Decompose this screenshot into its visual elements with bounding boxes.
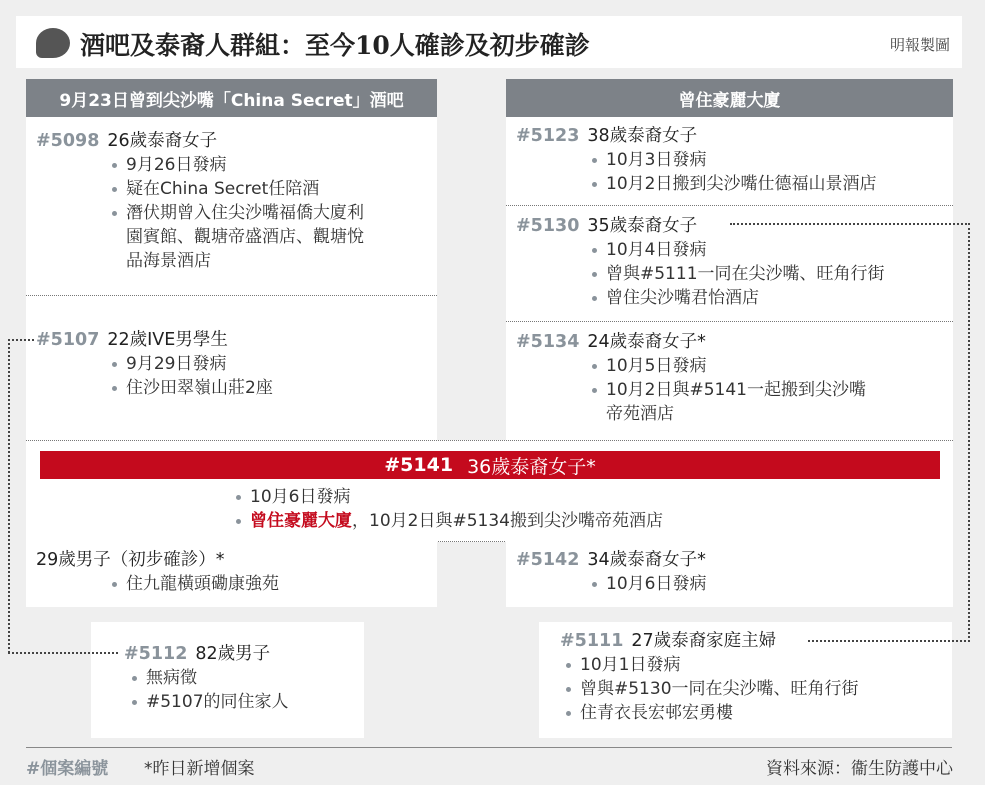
bullet: 曾住尖沙嘴君怡酒店 — [592, 286, 885, 310]
case-desc: 24歲泰裔女子* — [587, 332, 706, 352]
case-id: #5107 — [36, 330, 100, 350]
case-desc: 29歲男子（初步確診）* — [36, 550, 225, 570]
case-desc: 36歲泰裔女子* — [467, 455, 596, 478]
legend-new-case: *昨日新增個案 — [144, 759, 255, 779]
footer-divider — [26, 747, 952, 748]
bullet: 10月1日發病 — [566, 653, 859, 677]
bullet: 曾與#5130一同在尖沙嘴、旺角行街 — [566, 677, 859, 701]
case-desc: 26歲泰裔女子 — [107, 131, 218, 151]
case-desc: 27歲泰裔家庭主婦 — [631, 631, 777, 651]
speech-bubble-icon — [36, 28, 70, 58]
divider — [506, 321, 953, 322]
divider — [506, 205, 953, 206]
case-id: #5134 — [516, 332, 580, 352]
bullet: 10月4日發病 — [592, 238, 885, 262]
connector-line — [968, 223, 970, 642]
bullet-text: ，10月2日與#5134搬到尖沙嘴帝苑酒店 — [352, 511, 663, 531]
connector-line — [8, 339, 34, 341]
highlight-text: 曾住豪麗大廈 — [250, 511, 352, 531]
connector-line — [8, 339, 10, 653]
legend-case-id: #個案編號 — [26, 759, 109, 779]
credit: 明報製圖 — [889, 36, 950, 54]
bullet: 9月29日發病 — [112, 352, 273, 376]
bullet: 10月6日發病 — [592, 572, 706, 596]
case-id: #5098 — [36, 131, 100, 151]
bullet: 住沙田翠嶺山莊2座 — [112, 376, 273, 400]
title-bar — [16, 16, 962, 68]
connector-line — [808, 640, 970, 642]
case-id: #5111 — [560, 631, 624, 651]
case-desc: 82歲男子 — [195, 644, 271, 664]
bullet: 10月6日發病 — [236, 485, 663, 509]
bullet-continuation: 帝苑酒店 — [606, 404, 674, 424]
case-id: #5142 — [516, 550, 580, 570]
connector-line — [730, 223, 970, 225]
bullet: 9月26日發病 — [112, 153, 364, 177]
connector-line — [8, 652, 118, 654]
case-pending — [36, 548, 279, 596]
case-id: #5112 — [124, 644, 188, 664]
divider — [26, 295, 437, 296]
bullet: #5107的同住家人 — [132, 690, 289, 714]
case-5112 — [124, 642, 289, 714]
case-desc: 22歲IVE男學生 — [107, 330, 228, 350]
bullet: 疑在China Secret任陪酒 — [112, 177, 364, 201]
bullet: 10月5日發病 — [592, 354, 866, 378]
case-5098 — [36, 129, 364, 273]
case-id: #5130 — [516, 216, 580, 236]
divider — [26, 440, 953, 441]
case-5107 — [36, 328, 273, 400]
bullet: 住九龍橫頭磡康強苑 — [112, 572, 279, 596]
case-5141-banner — [40, 451, 940, 479]
bullet: 無病徵 — [132, 666, 289, 690]
right-column-heading: 曾住豪麗大廈 — [506, 79, 953, 117]
bullet: 住青衣長宏邨宏勇樓 — [566, 701, 859, 725]
bullet: 10月3日發病 — [592, 148, 876, 172]
case-id: #5141 — [384, 454, 454, 476]
case-desc: 35歲泰裔女子 — [587, 216, 698, 236]
page-title: 酒吧及泰裔人群組：至今10人確診及初步確診 — [80, 31, 590, 60]
left-column-heading: 9月23日曾到尖沙嘴「China Secret」酒吧 — [26, 79, 437, 117]
case-desc: 38歲泰裔女子 — [587, 126, 698, 146]
case-5123 — [516, 124, 876, 196]
case-5111 — [560, 629, 859, 725]
bullet-continuation: 品海景酒店 — [126, 251, 211, 271]
bullet: 10月2日與#5141一起搬到尖沙嘴 — [592, 378, 866, 402]
bullet: 10月2日搬到尖沙嘴仕德福山景酒店 — [592, 172, 876, 196]
case-5130 — [516, 214, 885, 310]
case-desc: 34歲泰裔女子* — [587, 550, 706, 570]
bullet — [236, 509, 663, 533]
case-id: #5123 — [516, 126, 580, 146]
case-5141-bullets — [236, 485, 663, 533]
bullet-continuation: 園賓館、觀塘帝盛酒店、觀塘悅 — [126, 227, 364, 247]
bullet: 曾與#5111一同在尖沙嘴、旺角行街 — [592, 262, 885, 286]
source-credit: 資料來源：衞生防護中心 — [766, 759, 953, 779]
bullet: 潛伏期曾入住尖沙嘴福僑大廈利 — [112, 201, 364, 225]
case-5134 — [516, 330, 866, 426]
case-5142 — [516, 548, 706, 596]
